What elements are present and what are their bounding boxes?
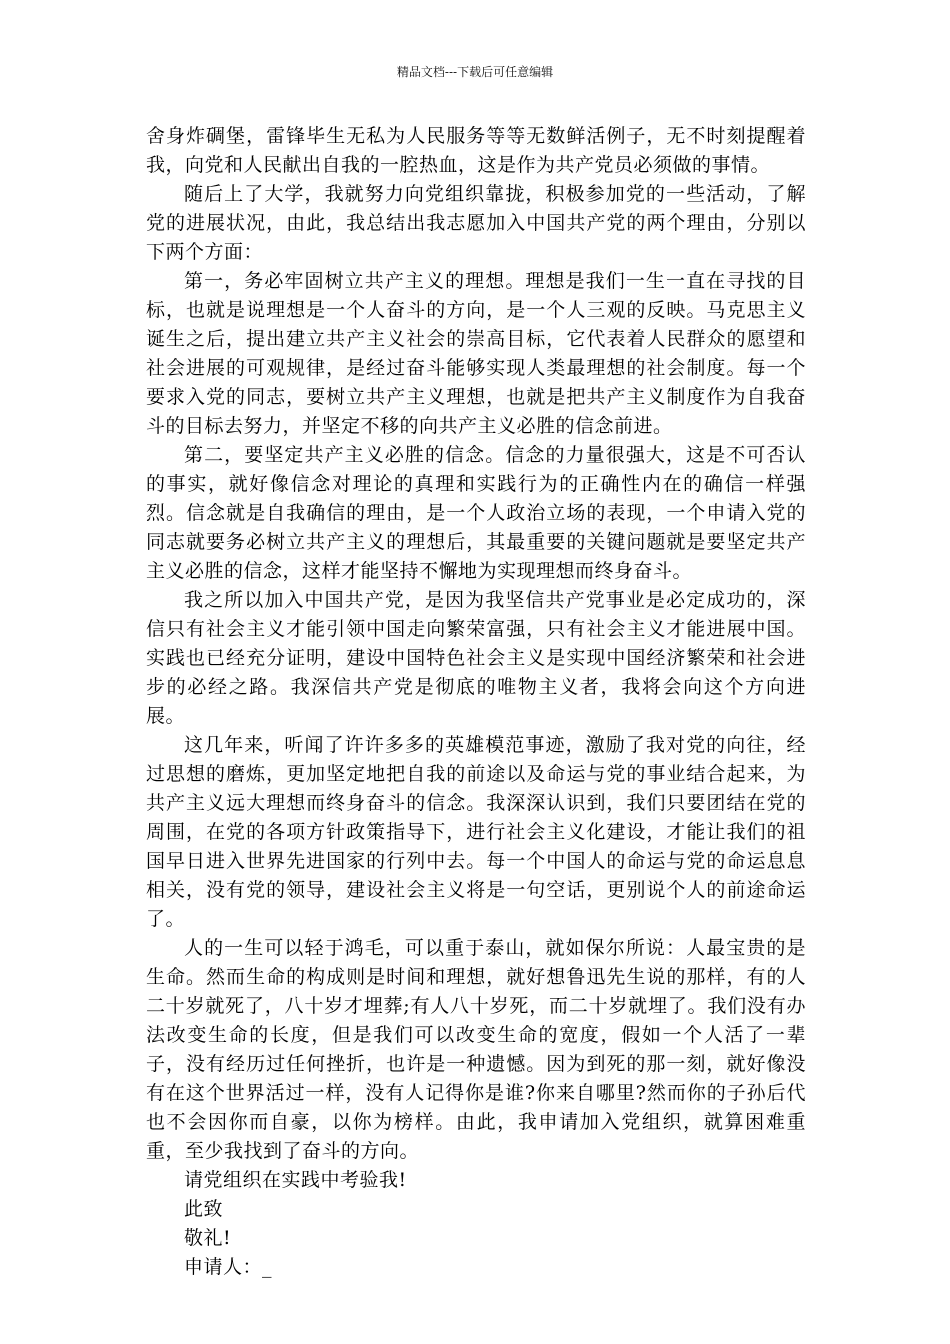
applicant-signature-line: 申请人：_ [184, 1256, 273, 1278]
paragraph-joining-reasons: 随后上了大学，我就努力向党组织靠拢，积极参加党的一些活动，了解党的进展状况，由此，我总结出我志愿加入中国共产党的两个理由，分别以下两个方面： [146, 183, 806, 263]
paragraph-inspiration: 这几年来，听闻了许许多多的英雄模范事迹，激励了我对党的向往，经过思想的磨炼，更加坚定地把自我的前途以及命运与党的事业结合起来，为共产主义远大理想而终身奋斗的信念。我深深认识到，我们只要团结在党的周围，在党的各项方针政策指导下，进行社会主义化建设，才能让我们的祖国早日进入世界先进国家的行列中去。每一个中国人的命运与党的命运息息相关，没有党的领导，建设社会主义将是一句空话，更别说个人的前途命运了。 [146, 734, 806, 930]
page-header: 精品文档---下载后可任意编辑 [396, 65, 554, 79]
closing-regards: 敬礼! [184, 1227, 232, 1249]
paragraph-life-meaning: 人的一生可以轻于鸿毛，可以重于泰山，就如保尔所说：人最宝贵的是生命。然而生命的构成则是时间和理想，就好想鲁迅先生说的那样，有的人二十岁就死了，八十岁才埋葬;有人八十岁死，而二十岁就埋了。我们没有办法改变生命的长度，但是我们可以改变生命的宽度，假如一个人活了一辈子，没有经历过任何挫折，也许是一种遗憾。因为到死的那一刻，就好像没有在这个世界活过一样，没有人记得你是谁?你来自哪里?然而你的子孙后代也不会因你而自豪，以你为榜样。由此，我申请加入党组织，就算困难重重，至少我找到了奋斗的方向。 [146, 937, 806, 1162]
closing-request: 请党组织在实践中考验我! [184, 1169, 407, 1191]
paragraph-second-reason: 第二，要坚定共产主义必胜的信念。信念的力量很强大，这是不可否认的事实，就好像信念对理论的真理和实践行为的正确性内在的确信一样强烈。信念就是自我确信的理由，是一个人政治立场的表现，一个申请入党的同志就要务必树立共产主义的理想后，其最重要的关键问题就是要坚定共产主义必胜的信念，这样才能坚持不懈地为实现理想而终身奋斗。 [146, 444, 806, 582]
paragraph-first-reason: 第一，务必牢固树立共产主义的理想。理想是我们一生一直在寻找的目标，也就是说理想是一个人奋斗的方向，是一个人三观的反映。马克思主义诞生之后，提出建立共产主义社会的崇高目标，它代表着人民群众的愿望和社会进展的可观规律，是经过奋斗能够实现人类最理想的社会制度。每一个要求入党的同志，要树立共产主义理想，也就是把共产主义制度作为自我奋斗的目标去努力，并坚定不移的向共产主义必胜的信念前进。 [146, 270, 806, 437]
document-body [146, 122, 806, 1282]
paragraph-continuation: 舍身炸碉堡，雷锋毕生无私为人民服务等等无数鲜活例子，无不时刻提醒着我，向党和人民献出自我的一腔热血，这是作为共产党员必须做的事情。 [146, 125, 806, 176]
closing-salutation: 此致 [184, 1198, 224, 1220]
paragraph-belief: 我之所以加入中国共产党，是因为我坚信共产党事业是必定成功的，深信只有社会主义才能引领中国走向繁荣富强，只有社会主义才能进展中国。实践也已经充分证明，建设中国特色社会主义是实现中国经济繁荣和社会进步的必经之路。我深信共产党是彻底的唯物主义者，我将会向这个方向进展。 [146, 589, 806, 727]
